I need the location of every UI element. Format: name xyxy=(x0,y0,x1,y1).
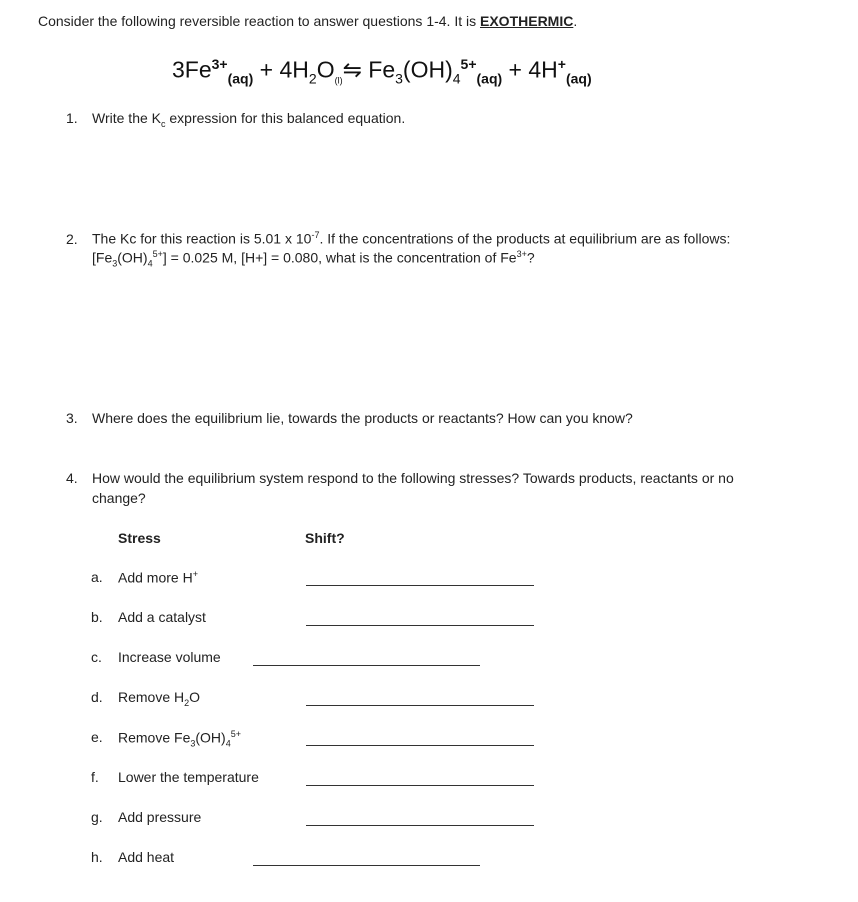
stress-letter-h: h. xyxy=(91,849,103,865)
stress-item-b: Add a catalyst xyxy=(118,609,206,625)
answer-line-f[interactable] xyxy=(306,785,534,786)
stress-header: Stress xyxy=(118,530,161,546)
question-4-line-2: change? xyxy=(92,490,146,506)
answer-line-a[interactable] xyxy=(306,585,534,586)
question-4: 4. How would the equilibrium system respond to the following stresses? Towards products, reactants or no xyxy=(66,470,734,486)
shift-header: Shift? xyxy=(305,530,345,546)
answer-line-c[interactable] xyxy=(253,665,480,666)
exothermic-label: EXOTHERMIC xyxy=(480,13,574,29)
stress-letter-e: e. xyxy=(91,729,103,745)
stress-item-e: Remove $Fe_3(OH)_4^{5+}$ xyxy=(118,729,241,749)
stress-letter-f: f. xyxy=(91,769,99,785)
question-2: 2. The Kc for this reaction is 5.01 x $10^{-7}$. If the concentrations of the products at equilibrium are as follows: xyxy=(66,230,731,247)
answer-line-e[interactable] xyxy=(306,745,534,746)
reaction-equation: $3Fe^{3+}_{(aq)}$ + $4H_2O_{(l)}⇋$ $Fe_3(OH)_4^{5+}_{(aq)} + 4H^+_{(aq)}$ xyxy=(172,56,592,87)
answer-line-b[interactable] xyxy=(306,625,534,626)
equilibrium-arrow: ⇋ xyxy=(342,56,362,83)
intro-text: Consider the following reversible reaction to answer questions 1-4. It is EXOTHERMIC. xyxy=(38,13,578,29)
stress-letter-d: d. xyxy=(91,689,103,705)
stress-item-a: Add more H+ xyxy=(118,569,198,586)
stress-item-c: Increase volume xyxy=(118,649,221,665)
question-3: 3. Where does the equilibrium lie, towards the products or reactants? How can you know? xyxy=(66,410,633,426)
stress-item-g: Add pressure xyxy=(118,809,202,825)
stress-item-h: Add heat xyxy=(118,849,175,865)
question-2-line-2: $[Fe_3(OH)_4^{5+}] = 0.025$ M, [H+] = 0.080, what is the concentration of $Fe^{3+}$? xyxy=(92,249,535,269)
answer-line-d[interactable] xyxy=(306,705,534,706)
question-1: 1. Write the $K_c$ expression for this balanced equation. xyxy=(66,110,406,129)
stress-letter-g: g. xyxy=(91,809,103,825)
stress-item-f: Lower the temperature xyxy=(118,769,259,785)
answer-line-g[interactable] xyxy=(306,825,534,826)
stress-letter-a: a. xyxy=(91,569,103,585)
stress-item-d: Remove $H_2O$ xyxy=(118,689,201,708)
answer-line-h[interactable] xyxy=(253,865,480,866)
stress-letter-b: b. xyxy=(91,609,103,625)
stress-letter-c: c. xyxy=(91,649,102,665)
